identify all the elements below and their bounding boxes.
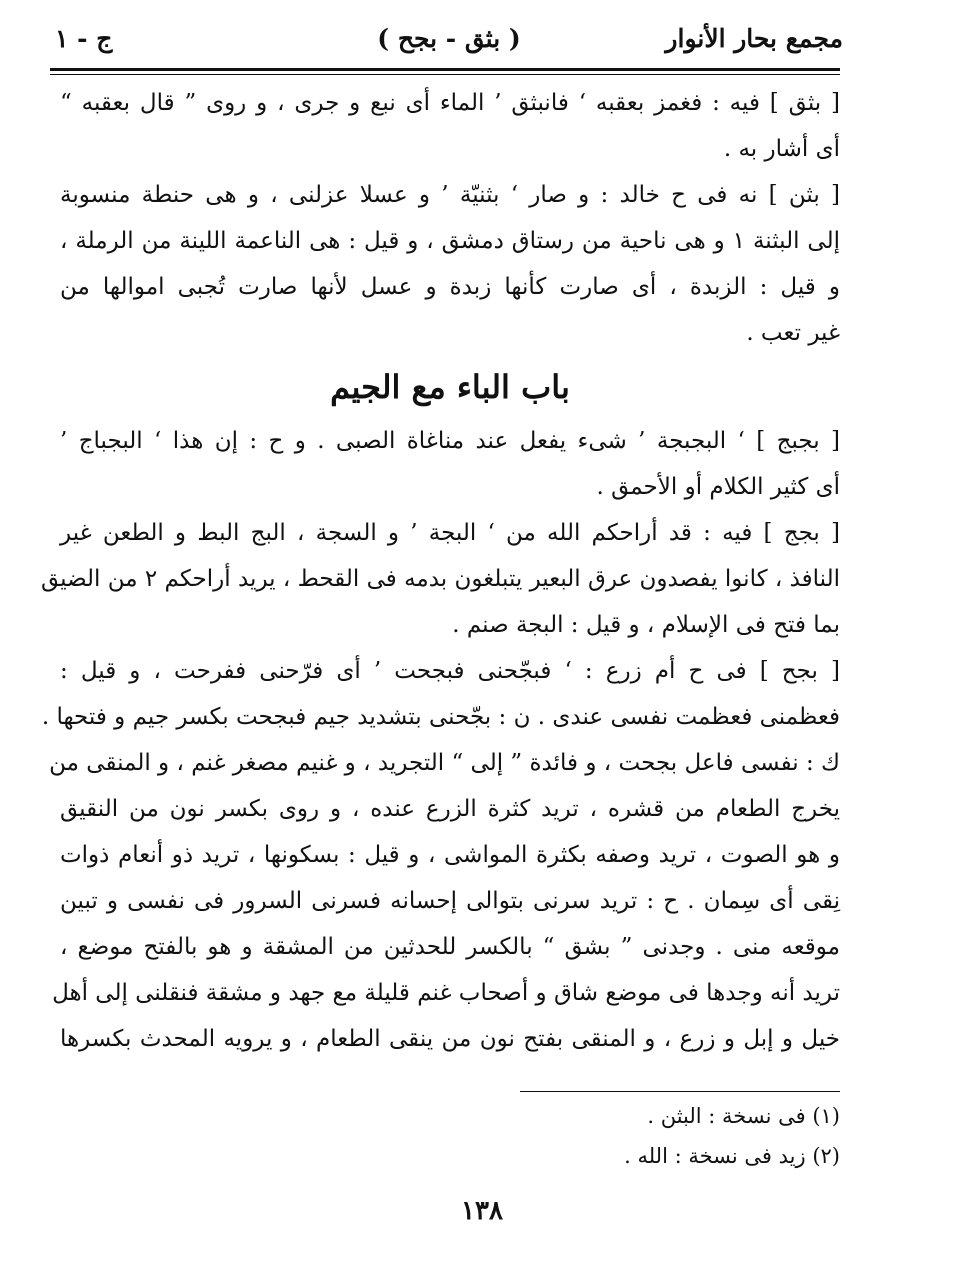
- text-line: ك : نفسى فاعل بجحت ، و فائدة ” إلى “ التجريد ، و غنيم مصغر غنم ، و المنقى من: [49, 750, 840, 776]
- footnote: (١) فى نسخة : البثن .: [647, 1104, 840, 1128]
- text-line: و هو الصوت ، تريد وصفه بكثرة المواشى ، و قيل : بسكونها ، تريد ذو أنعام ذوات: [60, 842, 840, 868]
- book-title: مجمع بحار الأنوار: [665, 24, 843, 53]
- running-header: [55, 18, 843, 64]
- text-line: موقعه منى . وجدنى ” بشق “ بالكسر للحدثين من المشقة و هو بالفتح موضع ،: [60, 934, 840, 960]
- footnote-rule: [520, 1091, 840, 1092]
- text-line: أى أشار به .: [723, 136, 840, 162]
- page-number: ١٣٨: [461, 1196, 503, 1226]
- footnote: (٢) زيد فى نسخة : الله .: [624, 1144, 840, 1168]
- text-line: [ بجبج ] ‘ البجبجة ’ شىء يفعل عند مناغاة الصبى . و ح : إن هذا ‘ البجباج ’: [60, 428, 840, 454]
- volume-label: ج - ١: [55, 24, 113, 53]
- section-range: ( بثق - بجح ): [377, 24, 521, 53]
- section-heading: باب الباء مع الجيم: [330, 368, 570, 406]
- text-line: [ بجح ] فى ح أم زرع : ‘ فبجّحنى فبجحت ’ أى فرّحنى ففرحت ، و قيل :: [60, 658, 840, 684]
- header-rule-thin: [50, 74, 840, 75]
- text-line: إلى البثنة ١ و هى ناحية من رستاق دمشق ، و قيل : هى الناعمة اللينة من الرملة ،: [60, 228, 840, 254]
- text-line: أى كثير الكلام أو الأحمق .: [596, 474, 840, 500]
- text-line: [ بثن ] نه فى ح خالد : و صار ‘ بثنيّة ’ و عسلا عزلنى ، و هى حنطة منسوبة: [60, 182, 840, 208]
- text-line: يخرج الطعام من قشره ، تريد كثرة الزرع عنده ، و روى بكسر نون من النقيق: [60, 796, 840, 822]
- main-text: [40, 80, 840, 1062]
- text-line: خيل و إبل و زرع ، و المنقى بفتح نون من ينقى الطعام ، و يرويه المحدث بكسرها: [60, 1026, 840, 1052]
- text-line: النافذ ، كانوا يفصدون عرق البعير يتبلغون بدمه فى القحط ، يريد أراحكم ٢ من الضيق: [40, 566, 840, 592]
- text-line: غير تعب .: [746, 320, 840, 346]
- footnotes: [60, 1096, 840, 1176]
- text-line: [ بثق ] فيه : فغمز بعقبه ‘ فانبثق ’ الماء أى نبع و جرى ، و روى ” قال بعقبه “: [60, 90, 840, 116]
- text-line: بما فتح فى الإسلام ، و قيل : البجة صنم .: [452, 612, 840, 638]
- text-line: [ بجج ] فيه : قد أراحكم الله من ‘ البجة ’ و السجة ، البج البط و الطعن غير: [60, 520, 840, 546]
- header-rule-thick: [50, 68, 840, 71]
- text-line: تريد أنه وجدها فى موضع شاق و أصحاب غنم قليلة مع جهد و مشقة فنقلنى إلى أهل: [52, 980, 840, 1006]
- text-line: فعظمنى فعظمت نفسى عندى . ن : بجّحنى بتشديد جيم فبجحت بكسر جيم و فتحها .: [41, 704, 840, 730]
- text-line: و قيل : الزبدة ، أى صارت كأنها زبدة و عسل لأنها صارت تُجبى اموالها من: [60, 274, 840, 300]
- text-line: نِقى أى سِمان . ح : تريد سرنى بتوالى إحسانه فسرنى السرور فى نفسى و تبين: [60, 888, 840, 914]
